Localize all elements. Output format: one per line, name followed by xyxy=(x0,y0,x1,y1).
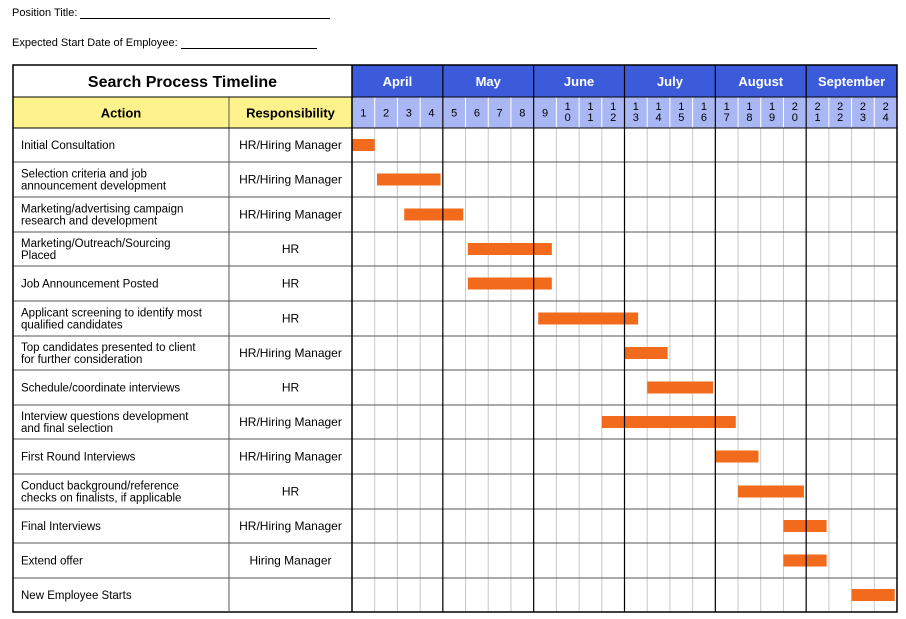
week-label: 2 0 xyxy=(791,101,798,124)
task-responsibility: HR xyxy=(281,380,300,395)
week-label: 1 5 xyxy=(678,101,685,124)
task-responsibility: HR/Hiring Manager xyxy=(239,519,342,533)
week-label: 2 xyxy=(383,107,390,120)
task-bar xyxy=(352,139,375,151)
start-date-label: Expected Start Date of Employee: xyxy=(12,37,178,49)
week-label: 7 xyxy=(496,107,503,120)
task-action: Job Announcement Posted xyxy=(21,278,159,291)
task-bar xyxy=(538,313,638,325)
task-responsibility: HR/Hiring Manager xyxy=(239,346,342,360)
table-border xyxy=(13,65,897,612)
task-responsibility: HR xyxy=(281,484,300,499)
week-label: 5 xyxy=(451,107,458,120)
month-label: June xyxy=(563,74,595,89)
task-bar xyxy=(625,347,668,359)
task-action: Top candidates presented to client for further consideration xyxy=(21,342,196,366)
task-action: Interview questions development and final selection xyxy=(21,411,189,435)
week-label: 2 3 xyxy=(859,101,866,124)
action-header: Action xyxy=(100,105,142,121)
task-action: First Round Interviews xyxy=(21,451,136,464)
task-responsibility: HR xyxy=(281,276,300,291)
month-label: July xyxy=(656,74,683,89)
week-label: 9 xyxy=(541,107,549,120)
task-bar xyxy=(783,555,826,567)
week-label: 1 2 xyxy=(610,101,617,124)
task-bar xyxy=(852,589,895,601)
task-action: Applicant screening to identify most qualified candidates xyxy=(21,307,202,332)
week-label: 1 xyxy=(360,107,367,120)
task-responsibility: HR xyxy=(281,311,300,326)
task-responsibility: HR/Hiring Manager xyxy=(239,449,342,464)
week-label: 8 xyxy=(519,107,526,120)
task-bar xyxy=(468,243,552,255)
month-label: August xyxy=(738,74,784,89)
week-label: 2 4 xyxy=(882,101,889,124)
table-title: Search Process Timeline xyxy=(87,74,278,91)
week-label: 1 3 xyxy=(632,101,639,124)
task-bar xyxy=(377,174,441,186)
week-label: 2 1 xyxy=(814,101,821,124)
task-responsibility: Hiring Manager xyxy=(249,553,332,568)
week-label: 4 xyxy=(428,107,435,120)
week-label: 1 7 xyxy=(723,101,730,124)
task-responsibility: HR/Hiring Manager xyxy=(239,138,342,152)
task-bar xyxy=(783,520,826,532)
week-label: 3 xyxy=(405,107,412,120)
responsibility-header: Responsibility xyxy=(246,105,335,121)
task-responsibility: HR/Hiring Manager xyxy=(239,172,342,187)
task-action: Schedule/coordinate interviews xyxy=(21,382,181,395)
task-bar xyxy=(404,209,463,221)
task-responsibility: HR/Hiring Manager xyxy=(239,415,342,429)
task-bar xyxy=(715,451,758,463)
task-action: Extend offer xyxy=(21,555,83,568)
week-label: 1 1 xyxy=(587,101,594,124)
task-action: Marketing/Outreach/Sourcing Placed xyxy=(21,238,171,262)
task-action: Marketing/advertising campaign research and development xyxy=(21,203,184,228)
week-label: 2 2 xyxy=(837,101,844,124)
month-label: September xyxy=(817,74,886,89)
task-action: New Employee Starts xyxy=(21,590,132,602)
week-label: 6 xyxy=(473,107,480,120)
task-action: Conduct background/reference checks on finalists, if applicable xyxy=(21,480,182,505)
week-label: 1 8 xyxy=(746,101,753,124)
task-responsibility: HR xyxy=(281,242,300,256)
week-label: 1 4 xyxy=(655,101,662,124)
task-action: Initial Consultation xyxy=(21,140,115,152)
month-label: April xyxy=(382,74,413,89)
task-bar xyxy=(738,486,804,498)
week-label: 1 0 xyxy=(564,101,571,124)
position-title-label: Position Title: xyxy=(12,7,78,19)
week-label: 1 9 xyxy=(769,101,776,124)
task-action: Final Interviews xyxy=(21,521,101,533)
month-label: May xyxy=(475,74,501,89)
task-action: Selection criteria and job announcement development xyxy=(21,168,167,193)
task-bar xyxy=(468,278,552,290)
week-label: 1 6 xyxy=(700,101,708,124)
task-responsibility: HR/Hiring Manager xyxy=(239,207,342,222)
task-bar xyxy=(647,382,713,394)
